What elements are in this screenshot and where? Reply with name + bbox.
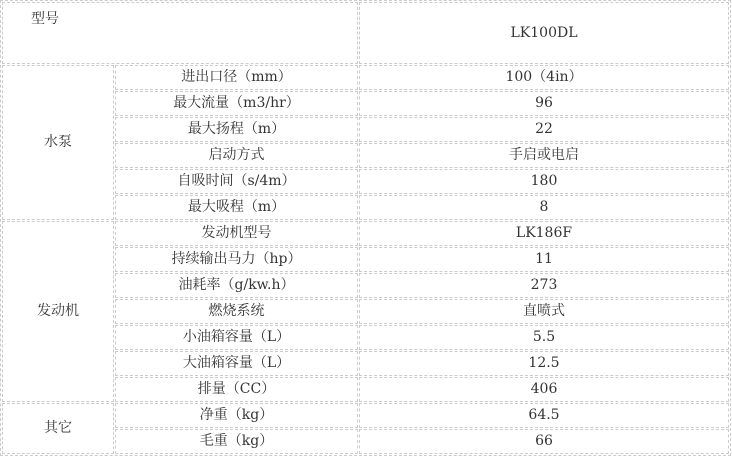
- table-row: [2, 221, 729, 246]
- param-value: 66: [359, 429, 729, 454]
- param-value: 8: [359, 195, 729, 220]
- param-value: 64.5: [359, 403, 729, 428]
- table-row: [2, 403, 729, 428]
- param-label: 油耗率（g/kw.h）: [115, 273, 358, 298]
- param-label: 最大扬程（m）: [115, 117, 358, 142]
- param-value: 273: [359, 273, 729, 298]
- param-value: 11: [359, 247, 729, 272]
- param-label: 最大流量（m3/hr）: [115, 91, 358, 116]
- param-label: 启动方式: [115, 143, 358, 168]
- param-label: 大油箱容量（L）: [115, 351, 358, 376]
- section-label-other: 其它: [2, 403, 114, 454]
- param-value: 直喷式: [359, 299, 729, 324]
- section-label-pump: 水泵: [2, 65, 114, 220]
- param-value: 96: [359, 91, 729, 116]
- param-value: 180: [359, 169, 729, 194]
- param-value: 22: [359, 117, 729, 142]
- param-label: 排量（CC）: [115, 377, 358, 402]
- param-label: 持续输出马力（hp）: [115, 247, 358, 272]
- param-label: 毛重（kg）: [115, 429, 358, 454]
- param-label: 燃烧系统: [115, 299, 358, 324]
- param-label: 自吸时间（s/4m）: [115, 169, 358, 194]
- param-label: 净重（kg）: [115, 403, 358, 428]
- section-label-engine: 发动机: [2, 221, 114, 402]
- param-value: 手启或电启: [359, 143, 729, 168]
- param-value: 5.5: [359, 325, 729, 350]
- param-label: 最大吸程（m）: [115, 195, 358, 220]
- param-value: 12.5: [359, 351, 729, 376]
- model-label: 型号: [2, 2, 358, 64]
- param-value: 100（4in）: [359, 65, 729, 90]
- model-value: LK100DL: [359, 2, 729, 64]
- param-value: LK186F: [359, 221, 729, 246]
- param-value: 406: [359, 377, 729, 402]
- table-row: [2, 65, 729, 90]
- param-label: 小油箱容量（L）: [115, 325, 358, 350]
- param-label: 发动机型号: [115, 221, 358, 246]
- table-row-model: [2, 2, 729, 64]
- param-label: 进出口径（mm）: [115, 65, 358, 90]
